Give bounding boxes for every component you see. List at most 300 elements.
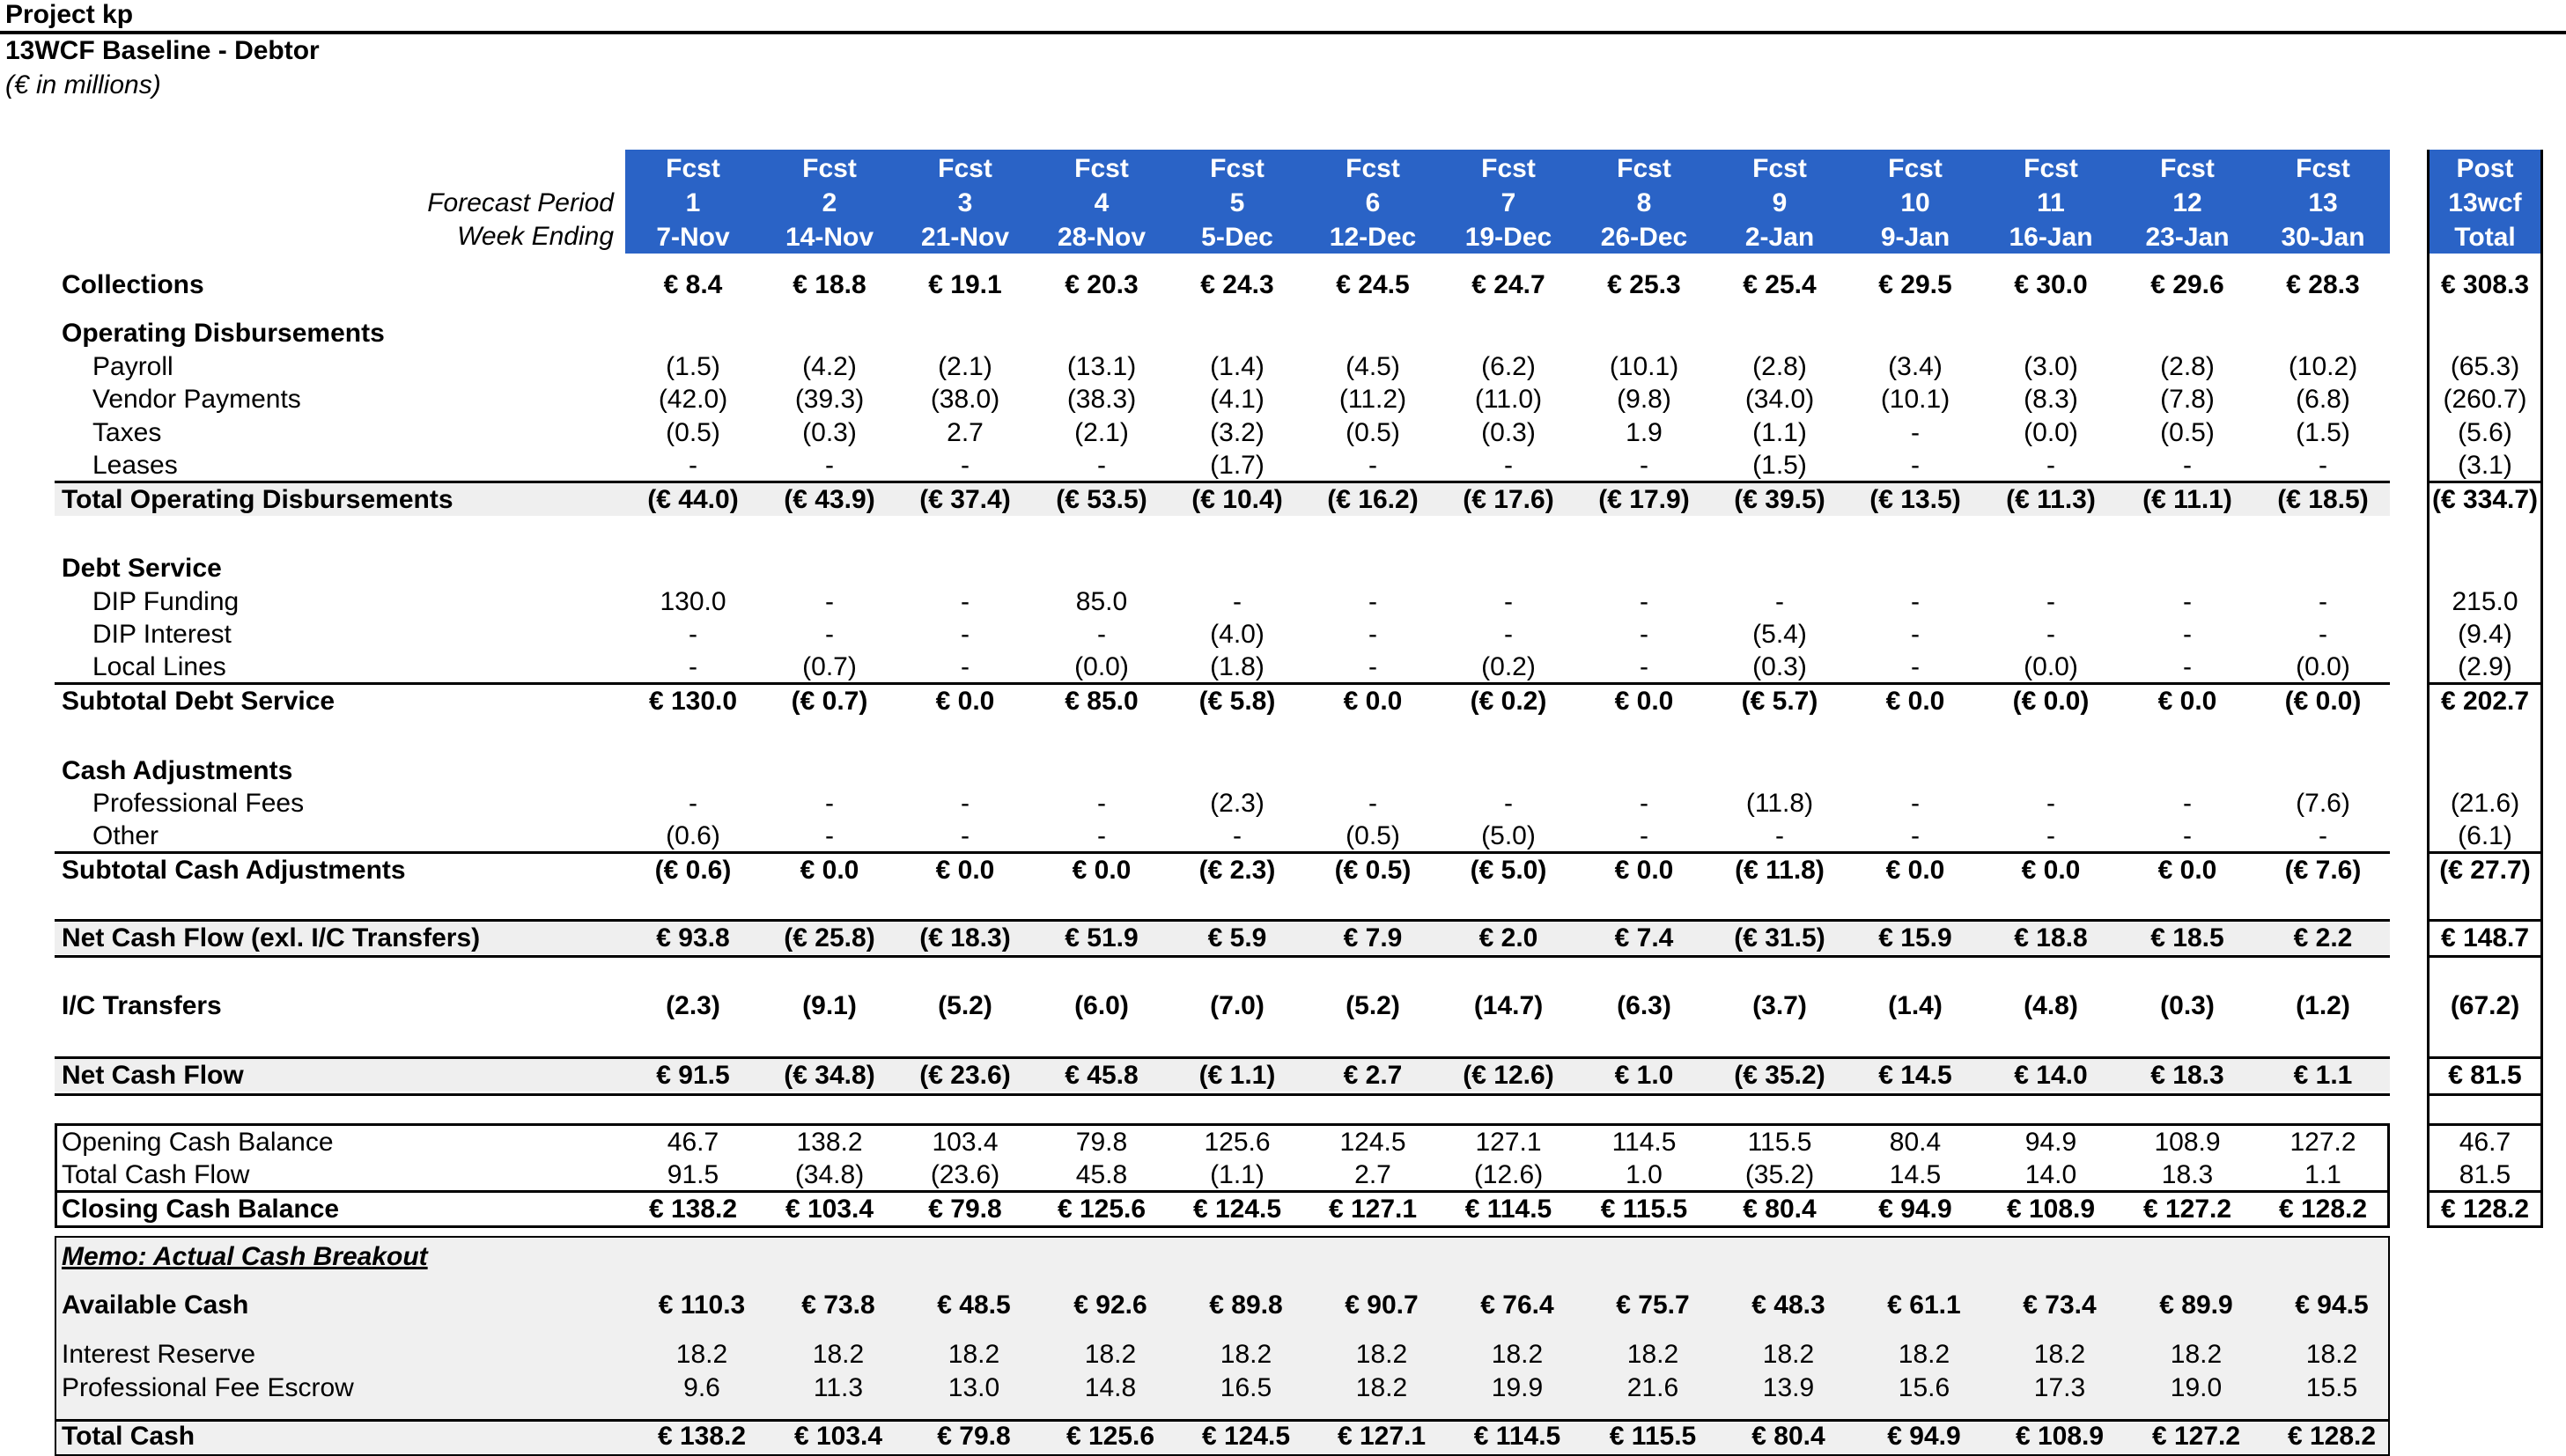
memo-cell-avail-12: € 89.9 <box>2159 1291 2233 1320</box>
memo-cell-int_reserve-12: 18.2 <box>2170 1340 2223 1369</box>
cell-dip_funding-7: - <box>1504 587 1513 616</box>
cell-local_lines-1: - <box>689 652 697 681</box>
cell-local_lines-13: (0.0) <box>2296 652 2350 681</box>
column-header-8: 26-Dec <box>1600 223 1688 252</box>
cell-sub_cashadj-7: (€ 5.0) <box>1470 856 1547 885</box>
cell-opening-8: 114.5 <box>1611 1128 1677 1157</box>
cell-closing-10: € 94.9 <box>1878 1195 1952 1224</box>
rule <box>2427 1123 2430 1228</box>
cell-vendor-4: (38.3) <box>1066 385 1137 414</box>
cell-tcf-13: 1.1 <box>2304 1160 2341 1189</box>
cell-other-10: - <box>1911 821 1920 850</box>
row-label-dip_interest: DIP Interest <box>92 620 232 649</box>
memo-cell-int_reserve-11: 18.2 <box>2033 1340 2086 1369</box>
cell-opening-7: 127.1 <box>1475 1128 1542 1157</box>
memo-cell-pf_escrow-1: 9.6 <box>683 1373 720 1402</box>
row-label-ncf_ex: Net Cash Flow (exl. I/C Transfers) <box>62 923 481 952</box>
cell-local_lines-6: - <box>1368 652 1377 681</box>
cell-taxes-total: (5.6) <box>2458 418 2512 447</box>
rule <box>2427 1123 2543 1126</box>
total-column-header: 13wcf <box>2448 188 2522 217</box>
cell-vendor-8: (9.8) <box>1617 385 1671 414</box>
cell-dip_funding-total: 215.0 <box>2452 587 2518 616</box>
cell-closing-11: € 108.9 <box>2006 1195 2096 1224</box>
cell-closing-13: € 128.2 <box>2278 1195 2368 1224</box>
cell-opening-13: 127.2 <box>2289 1128 2356 1157</box>
column-header-7: 7 <box>1501 188 1516 217</box>
cell-dip_funding-3: - <box>961 587 970 616</box>
rule <box>55 481 2390 483</box>
memo-cell-total_cash-4: € 125.6 <box>1065 1422 1155 1451</box>
cell-taxes-8: 1.9 <box>1626 418 1663 447</box>
total-column-header: Total <box>2454 223 2516 252</box>
cell-opening-4: 79.8 <box>1075 1128 1128 1157</box>
cell-leases-1: - <box>689 451 697 480</box>
cell-total_opdisb-2: (€ 43.9) <box>784 485 875 514</box>
memo-border-left <box>55 1236 56 1456</box>
memo-cell-int_reserve-6: 18.2 <box>1355 1340 1408 1369</box>
cell-closing-9: € 80.4 <box>1743 1195 1817 1224</box>
cell-sub_debt-12: € 0.0 <box>2157 687 2217 716</box>
cell-collections-2: € 18.8 <box>793 270 866 299</box>
memo-cell-int_reserve-2: 18.2 <box>812 1340 865 1369</box>
cell-other-6: (0.5) <box>1346 821 1400 850</box>
cell-ic-7: (14.7) <box>1473 991 1544 1020</box>
cell-collections-6: € 24.5 <box>1336 270 1410 299</box>
cell-collections-7: € 24.7 <box>1471 270 1545 299</box>
cell-ic-2: (9.1) <box>802 991 857 1020</box>
cell-ncf-11: € 14.0 <box>2014 1061 2088 1090</box>
cell-other-total: (6.1) <box>2458 821 2512 850</box>
cell-other-3: - <box>961 821 970 850</box>
column-header-5: Fcst <box>1210 154 1265 183</box>
cell-vendor-10: (10.1) <box>1880 385 1950 414</box>
cell-prof_fees-9: (11.8) <box>1745 789 1814 818</box>
cell-ncf_ex-7: € 2.0 <box>1478 923 1538 952</box>
rule <box>2427 1093 2543 1096</box>
cell-sub_cashadj-9: (€ 11.8) <box>1735 856 1825 885</box>
column-header-5: 5-Dec <box>1201 223 1273 252</box>
rule <box>55 1225 2390 1228</box>
cell-dip_interest-3: - <box>961 620 970 649</box>
memo-cell-total_cash-7: € 114.5 <box>1473 1422 1561 1451</box>
cell-dip_funding-1: 130.0 <box>660 587 726 616</box>
cell-sub_debt-13: (€ 0.0) <box>2284 687 2362 716</box>
cell-dip_interest-4: - <box>1097 620 1106 649</box>
cell-vendor-13: (6.8) <box>2296 385 2350 414</box>
cell-collections-5: € 24.3 <box>1200 270 1274 299</box>
cell-tcf-10: 14.5 <box>1889 1160 1942 1189</box>
cell-opening-10: 80.4 <box>1889 1128 1942 1157</box>
row-label-cashadj: Cash Adjustments <box>62 756 293 785</box>
row-label-sub_debt: Subtotal Debt Service <box>62 687 335 716</box>
cell-sub_debt-6: € 0.0 <box>1343 687 1403 716</box>
column-header-5: 5 <box>1229 188 1245 217</box>
cell-vendor-5: (4.1) <box>1210 385 1265 414</box>
cell-leases-3: - <box>961 451 970 480</box>
cell-leases-8: - <box>1640 451 1648 480</box>
memo-cell-int_reserve-7: 18.2 <box>1491 1340 1544 1369</box>
cell-tcf-11: 14.0 <box>2024 1160 2077 1189</box>
row-label-collections: Collections <box>62 270 204 299</box>
memo-cell-avail-8: € 75.7 <box>1616 1291 1690 1320</box>
memo-cell-int_reserve-5: 18.2 <box>1220 1340 1272 1369</box>
column-header-4: 4 <box>1094 188 1110 217</box>
cell-total_opdisb-total: (€ 334.7) <box>2431 485 2539 514</box>
cell-sub_cashadj-1: (€ 0.6) <box>654 856 732 885</box>
cell-tcf-2: (34.8) <box>794 1160 865 1189</box>
cell-taxes-9: (1.1) <box>1752 418 1807 447</box>
cell-payroll-13: (10.2) <box>2288 352 2358 381</box>
cell-leases-13: - <box>2319 451 2327 480</box>
cell-ncf_ex-3: (€ 18.3) <box>919 923 1011 952</box>
column-header-11: Fcst <box>2024 154 2078 183</box>
total-column-header: Post <box>2456 154 2514 183</box>
cell-dip_funding-13: - <box>2319 587 2327 616</box>
cell-collections-13: € 28.3 <box>2286 270 2360 299</box>
cell-dip_funding-6: - <box>1368 587 1377 616</box>
cell-prof_fees-total: (21.6) <box>2450 789 2520 818</box>
row-label-other: Other <box>92 821 159 850</box>
column-header-13: 13 <box>2308 188 2338 217</box>
cell-sub_cashadj-13: (€ 7.6) <box>2284 856 2362 885</box>
row-label-ic: I/C Transfers <box>62 991 222 1020</box>
column-header-8: Fcst <box>1617 154 1671 183</box>
cell-total_opdisb-6: (€ 16.2) <box>1327 485 1419 514</box>
cell-dip_interest-1: - <box>689 620 697 649</box>
cell-ic-3: (5.2) <box>938 991 992 1020</box>
cell-ncf_ex-13: € 2.2 <box>2293 923 2353 952</box>
cell-leases-total: (3.1) <box>2458 451 2512 480</box>
memo-cell-avail-1: € 110.3 <box>658 1291 746 1320</box>
cell-dip_interest-11: - <box>2046 620 2055 649</box>
row-label-closing: Closing Cash Balance <box>62 1195 340 1224</box>
cell-payroll-9: (2.8) <box>1752 352 1807 381</box>
column-header-4: Fcst <box>1074 154 1129 183</box>
cell-sub_cashadj-3: € 0.0 <box>935 856 995 885</box>
row-label-total_opdisb: Total Operating Disbursements <box>62 485 453 514</box>
cell-ic-8: (6.3) <box>1617 991 1671 1020</box>
cell-sub_cashadj-2: € 0.0 <box>800 856 859 885</box>
cell-leases-5: (1.7) <box>1210 451 1265 480</box>
cell-tcf-4: 45.8 <box>1075 1160 1128 1189</box>
cell-ncf_ex-10: € 15.9 <box>1878 923 1952 952</box>
cell-sub_debt-3: € 0.0 <box>935 687 995 716</box>
cell-ncf-7: (€ 12.6) <box>1463 1061 1554 1090</box>
cell-closing-1: € 138.2 <box>648 1195 738 1224</box>
column-header-13: 30-Jan <box>2281 223 2365 252</box>
cell-opening-1: 46.7 <box>667 1128 719 1157</box>
week-ending-label: Week Ending <box>457 222 614 251</box>
memo-cell-avail-11: € 73.4 <box>2023 1291 2097 1320</box>
rule <box>2427 682 2543 685</box>
cell-opening-6: 124.5 <box>1339 1128 1406 1157</box>
cell-collections-10: € 29.5 <box>1878 270 1952 299</box>
cell-ncf-13: € 1.1 <box>2293 1061 2353 1090</box>
cell-prof_fees-13: (7.6) <box>2296 789 2350 818</box>
rule <box>2427 1056 2543 1059</box>
memo-cell-avail-3: € 48.5 <box>937 1291 1011 1320</box>
cell-dip_funding-8: - <box>1640 587 1648 616</box>
forecast-period-label: Forecast Period <box>427 188 614 217</box>
cell-prof_fees-5: (2.3) <box>1210 789 1265 818</box>
cell-sub_cashadj-8: € 0.0 <box>1614 856 1674 885</box>
memo-border-top <box>55 1236 2390 1238</box>
cell-dip_interest-7: - <box>1504 620 1513 649</box>
cell-prof_fees-11: - <box>2046 789 2055 818</box>
rule <box>2427 919 2543 922</box>
cell-dip_funding-11: - <box>2046 587 2055 616</box>
cell-leases-6: - <box>1368 451 1377 480</box>
cell-local_lines-5: (1.8) <box>1210 652 1265 681</box>
cell-other-2: - <box>825 821 834 850</box>
memo-cell-avail-5: € 89.8 <box>1209 1291 1283 1320</box>
row-label-ncf: Net Cash Flow <box>62 1061 244 1090</box>
cell-collections-3: € 19.1 <box>928 270 1002 299</box>
cell-taxes-13: (1.5) <box>2296 418 2350 447</box>
cell-payroll-10: (3.4) <box>1888 352 1943 381</box>
column-header-2: 14-Nov <box>785 223 874 252</box>
cell-ic-12: (0.3) <box>2160 991 2215 1020</box>
cell-ncf-6: € 2.7 <box>1343 1061 1403 1090</box>
cell-vendor-3: (38.0) <box>930 385 1000 414</box>
cell-payroll-3: (2.1) <box>938 352 992 381</box>
cell-total_opdisb-4: (€ 53.5) <box>1056 485 1147 514</box>
cell-vendor-7: (11.0) <box>1474 385 1543 414</box>
cell-ncf-total: € 81.5 <box>2448 1061 2522 1090</box>
cell-dip_interest-2: - <box>825 620 834 649</box>
cell-other-4: - <box>1097 821 1106 850</box>
cell-closing-8: € 115.5 <box>1600 1195 1688 1224</box>
memo-cell-pf_escrow-2: 11.3 <box>813 1373 864 1402</box>
cell-payroll-1: (1.5) <box>666 352 720 381</box>
cell-collections-1: € 8.4 <box>663 270 723 299</box>
cell-payroll-4: (13.1) <box>1066 352 1137 381</box>
cell-ncf-1: € 91.5 <box>656 1061 730 1090</box>
column-header-10: Fcst <box>1888 154 1943 183</box>
cell-closing-6: € 127.1 <box>1328 1195 1418 1224</box>
memo-cell-avail-7: € 76.4 <box>1480 1291 1554 1320</box>
cell-tcf-5: (1.1) <box>1210 1160 1265 1189</box>
memo-cell-int_reserve-4: 18.2 <box>1084 1340 1137 1369</box>
cell-dip_funding-12: - <box>2183 587 2192 616</box>
memo-cell-total_cash-10: € 94.9 <box>1887 1422 1961 1451</box>
cell-ic-4: (6.0) <box>1074 991 1129 1020</box>
cell-ncf-3: (€ 23.6) <box>919 1061 1011 1090</box>
cell-sub_debt-total: € 202.7 <box>2440 687 2530 716</box>
cell-collections-12: € 29.6 <box>2150 270 2224 299</box>
cell-total_opdisb-5: (€ 10.4) <box>1191 485 1283 514</box>
cell-closing-total: € 128.2 <box>2440 1195 2530 1224</box>
cell-local_lines-3: - <box>961 652 970 681</box>
memo-cell-total_cash-5: € 124.5 <box>1201 1422 1291 1451</box>
cell-dip_funding-5: - <box>1233 587 1242 616</box>
memo-label-avail: Available Cash <box>62 1291 249 1320</box>
units-note: (€ in millions) <box>5 70 161 99</box>
cell-ncf-8: € 1.0 <box>1614 1061 1674 1090</box>
cell-payroll-7: (6.2) <box>1481 352 1536 381</box>
cell-taxes-4: (2.1) <box>1074 418 1129 447</box>
cell-payroll-6: (4.5) <box>1346 352 1400 381</box>
cell-dip_interest-8: - <box>1640 620 1648 649</box>
memo-cell-avail-13: € 94.5 <box>2295 1291 2369 1320</box>
cell-sub_cashadj-6: (€ 0.5) <box>1334 856 1412 885</box>
cell-payroll-5: (1.4) <box>1210 352 1265 381</box>
memo-cell-int_reserve-9: 18.2 <box>1762 1340 1815 1369</box>
memo-cell-pf_escrow-8: 21.6 <box>1626 1373 1679 1402</box>
cell-ncf-10: € 14.5 <box>1878 1061 1952 1090</box>
cell-ncf_ex-1: € 93.8 <box>656 923 730 952</box>
memo-cell-pf_escrow-3: 13.0 <box>948 1373 1000 1402</box>
column-header-2: Fcst <box>802 154 857 183</box>
column-header-11: 11 <box>2037 188 2065 217</box>
cell-other-1: (0.6) <box>666 821 720 850</box>
cell-closing-12: € 127.2 <box>2142 1195 2232 1224</box>
memo-cell-int_reserve-1: 18.2 <box>675 1340 728 1369</box>
cell-other-8: - <box>1640 821 1648 850</box>
cell-total_opdisb-7: (€ 17.6) <box>1463 485 1554 514</box>
column-header-7: Fcst <box>1481 154 1536 183</box>
rule <box>55 919 2390 922</box>
report-title: 13WCF Baseline - Debtor <box>5 36 320 65</box>
rule <box>2427 481 2543 483</box>
cell-taxes-2: (0.3) <box>802 418 857 447</box>
cell-dip_funding-9: - <box>1775 587 1784 616</box>
row-label-debt: Debt Service <box>62 554 222 583</box>
cell-total_opdisb-8: (€ 17.9) <box>1598 485 1690 514</box>
cell-local_lines-4: (0.0) <box>1074 652 1129 681</box>
cell-taxes-10: - <box>1911 418 1920 447</box>
cell-opening-3: 103.4 <box>932 1128 999 1157</box>
cell-payroll-2: (4.2) <box>802 352 857 381</box>
memo-cell-pf_escrow-11: 17.3 <box>2033 1373 2086 1402</box>
cell-prof_fees-12: - <box>2183 789 2192 818</box>
cell-total_opdisb-1: (€ 44.0) <box>647 485 739 514</box>
row-label-taxes: Taxes <box>92 418 162 447</box>
cell-local_lines-9: (0.3) <box>1752 652 1807 681</box>
memo-cell-int_reserve-13: 18.2 <box>2305 1340 2358 1369</box>
cell-other-7: (5.0) <box>1481 821 1536 850</box>
memo-cell-pf_escrow-7: 19.9 <box>1491 1373 1544 1402</box>
memo-cell-total_cash-2: € 103.4 <box>793 1422 883 1451</box>
cell-dip_interest-6: - <box>1368 620 1377 649</box>
cell-dip_interest-13: - <box>2319 620 2327 649</box>
cell-ic-10: (1.4) <box>1888 991 1943 1020</box>
cell-other-9: - <box>1775 821 1784 850</box>
cell-vendor-12: (7.8) <box>2160 385 2215 414</box>
memo-label-int_reserve: Interest Reserve <box>62 1340 256 1369</box>
cell-ic-9: (3.7) <box>1752 991 1807 1020</box>
memo-cell-pf_escrow-9: 13.9 <box>1762 1373 1815 1402</box>
cell-leases-9: (1.5) <box>1752 451 1807 480</box>
cell-ncf_ex-5: € 5.9 <box>1207 923 1267 952</box>
row-label-payroll: Payroll <box>92 352 173 381</box>
memo-cell-pf_escrow-10: 15.6 <box>1898 1373 1950 1402</box>
column-header-12: 23-Jan <box>2145 223 2230 252</box>
memo-cell-total_cash-11: € 108.9 <box>2015 1422 2105 1451</box>
column-header-6: 12-Dec <box>1329 223 1417 252</box>
column-header-10: 9-Jan <box>1880 223 1950 252</box>
rule <box>2427 1190 2543 1193</box>
cell-total_opdisb-13: (€ 18.5) <box>2277 485 2369 514</box>
cell-dip_interest-12: - <box>2183 620 2192 649</box>
cell-leases-12: - <box>2183 451 2192 480</box>
cell-tcf-8: 1.0 <box>1626 1160 1663 1189</box>
memo-cell-pf_escrow-13: 15.5 <box>2305 1373 2358 1402</box>
cell-leases-11: - <box>2046 451 2055 480</box>
cell-sub_debt-9: (€ 5.7) <box>1741 687 1818 716</box>
memo-cell-avail-10: € 61.1 <box>1887 1291 1961 1320</box>
cell-dip_interest-9: (5.4) <box>1752 620 1807 649</box>
cell-taxes-5: (3.2) <box>1210 418 1265 447</box>
memo-cell-int_reserve-10: 18.2 <box>1898 1340 1950 1369</box>
cell-tcf-total: 81.5 <box>2459 1160 2511 1189</box>
memo-cell-total_cash-6: € 127.1 <box>1337 1422 1427 1451</box>
row-label-opening: Opening Cash Balance <box>62 1128 334 1157</box>
cell-vendor-6: (11.2) <box>1338 385 1407 414</box>
memo-label-total_cash: Total Cash <box>62 1422 195 1451</box>
memo-cell-total_cash-9: € 80.4 <box>1751 1422 1825 1451</box>
cell-sub_cashadj-12: € 0.0 <box>2157 856 2217 885</box>
cell-ncf_ex-11: € 18.8 <box>2014 923 2088 952</box>
cell-sub_cashadj-5: (€ 2.3) <box>1198 856 1276 885</box>
cell-tcf-6: 2.7 <box>1354 1160 1391 1189</box>
cell-taxes-6: (0.5) <box>1346 418 1400 447</box>
cell-other-11: - <box>2046 821 2055 850</box>
cell-prof_fees-4: - <box>1097 789 1106 818</box>
rule <box>2427 150 2430 1123</box>
cell-ic-6: (5.2) <box>1346 991 1400 1020</box>
memo-title: Memo: Actual Cash Breakout <box>62 1242 428 1271</box>
cell-dip_funding-10: - <box>1911 587 1920 616</box>
cell-total_opdisb-9: (€ 39.5) <box>1734 485 1825 514</box>
rule <box>2540 1123 2543 1228</box>
rule <box>2427 851 2543 854</box>
column-header-7: 19-Dec <box>1464 223 1552 252</box>
cell-other-5: - <box>1233 821 1242 850</box>
rule <box>2387 1123 2390 1228</box>
cell-other-12: - <box>2183 821 2192 850</box>
cell-sub_cashadj-10: € 0.0 <box>1885 856 1945 885</box>
column-header-9: Fcst <box>1752 154 1807 183</box>
cell-sub_debt-10: € 0.0 <box>1885 687 1945 716</box>
column-header-1: 1 <box>685 188 701 217</box>
column-header-6: Fcst <box>1346 154 1400 183</box>
rule <box>55 1123 57 1228</box>
cell-prof_fees-6: - <box>1368 789 1377 818</box>
cell-sub_debt-1: € 130.0 <box>648 687 738 716</box>
cell-collections-4: € 20.3 <box>1065 270 1139 299</box>
column-header-12: 12 <box>2172 188 2202 217</box>
cell-sub_cashadj-total: (€ 27.7) <box>2439 856 2531 885</box>
cell-collections-8: € 25.3 <box>1607 270 1681 299</box>
rule <box>55 1123 2390 1126</box>
memo-label-pf_escrow: Professional Fee Escrow <box>62 1373 354 1402</box>
cell-vendor-1: (42.0) <box>658 385 728 414</box>
cell-sub_debt-5: (€ 5.8) <box>1198 687 1276 716</box>
memo-cell-avail-6: € 90.7 <box>1345 1291 1419 1320</box>
cell-taxes-12: (0.5) <box>2160 418 2215 447</box>
cell-sub_cashadj-11: € 0.0 <box>2021 856 2081 885</box>
memo-cell-avail-9: € 48.3 <box>1751 1291 1825 1320</box>
memo-cell-pf_escrow-4: 14.8 <box>1084 1373 1137 1402</box>
cell-ncf_ex-4: € 51.9 <box>1065 923 1139 952</box>
row-label-opdisb: Operating Disbursements <box>62 319 385 348</box>
cell-ncf_ex-2: (€ 25.8) <box>784 923 875 952</box>
cell-payroll-8: (10.1) <box>1609 352 1679 381</box>
column-header-1: 7-Nov <box>656 223 730 252</box>
cell-collections-11: € 30.0 <box>2014 270 2088 299</box>
